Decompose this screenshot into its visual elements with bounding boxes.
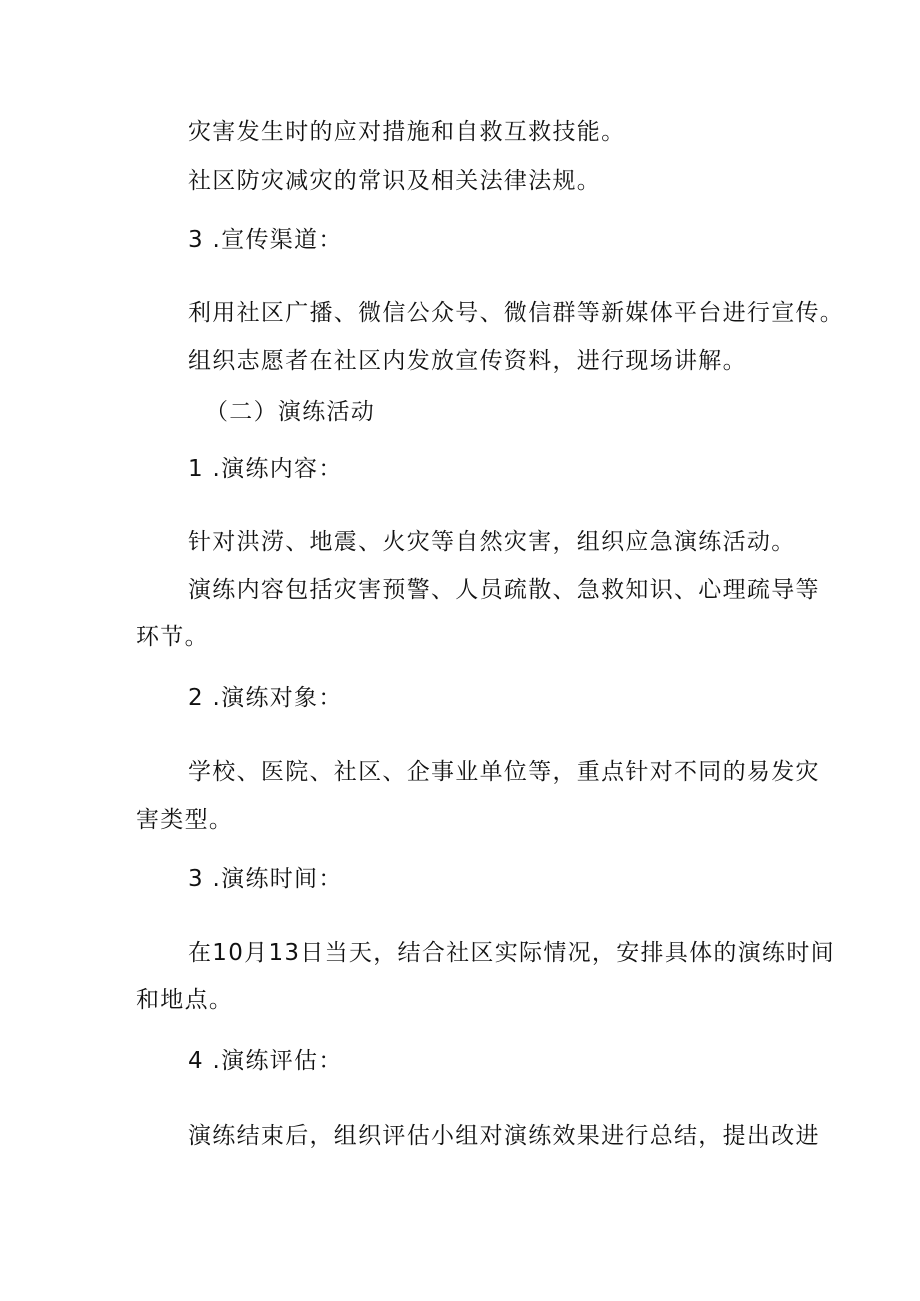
paragraph-line: 害类型。 bbox=[136, 807, 234, 833]
paragraph-line: 环节。 bbox=[136, 624, 209, 650]
section-heading: 3 .宣传渠道： bbox=[188, 227, 343, 253]
section-heading: 3 .演练时间： bbox=[188, 866, 343, 892]
section-heading: 4 .演练评估： bbox=[188, 1048, 343, 1074]
paragraph-line: 针对洪涝、地震、火灾等自然灾害，组织应急演练活动。 bbox=[188, 529, 796, 555]
section-heading: 2 .演练对象： bbox=[188, 685, 343, 711]
paragraph-line: 演练结束后，组织评估小组对演练效果进行总结，提出改进 bbox=[188, 1123, 820, 1149]
section-heading: 1 .演练内容： bbox=[188, 456, 343, 482]
chapter-heading: （二）演练活动 bbox=[205, 399, 376, 425]
paragraph-line: 利用社区广播、微信公众号、微信群等新媒体平台进行宣传。 bbox=[188, 300, 845, 326]
paragraph-line: 演练内容包括灾害预警、人员疏散、急救知识、心理疏导等 bbox=[188, 577, 820, 603]
paragraph-line: 学校、医院、社区、企事业单位等，重点针对不同的易发灾 bbox=[188, 759, 820, 785]
paragraph-line: 灾害发生时的应对措施和自救互救技能。 bbox=[188, 119, 626, 145]
paragraph-line: 组织志愿者在社区内发放宣传资料，进行现场讲解。 bbox=[188, 348, 747, 374]
paragraph-line: 社区防灾减灾的常识及相关法律法规。 bbox=[188, 168, 602, 194]
paragraph-line: 在10月13日当天，结合社区实际情况，安排具体的演练时间 bbox=[188, 940, 835, 966]
paragraph-line: 和地点。 bbox=[136, 987, 234, 1013]
